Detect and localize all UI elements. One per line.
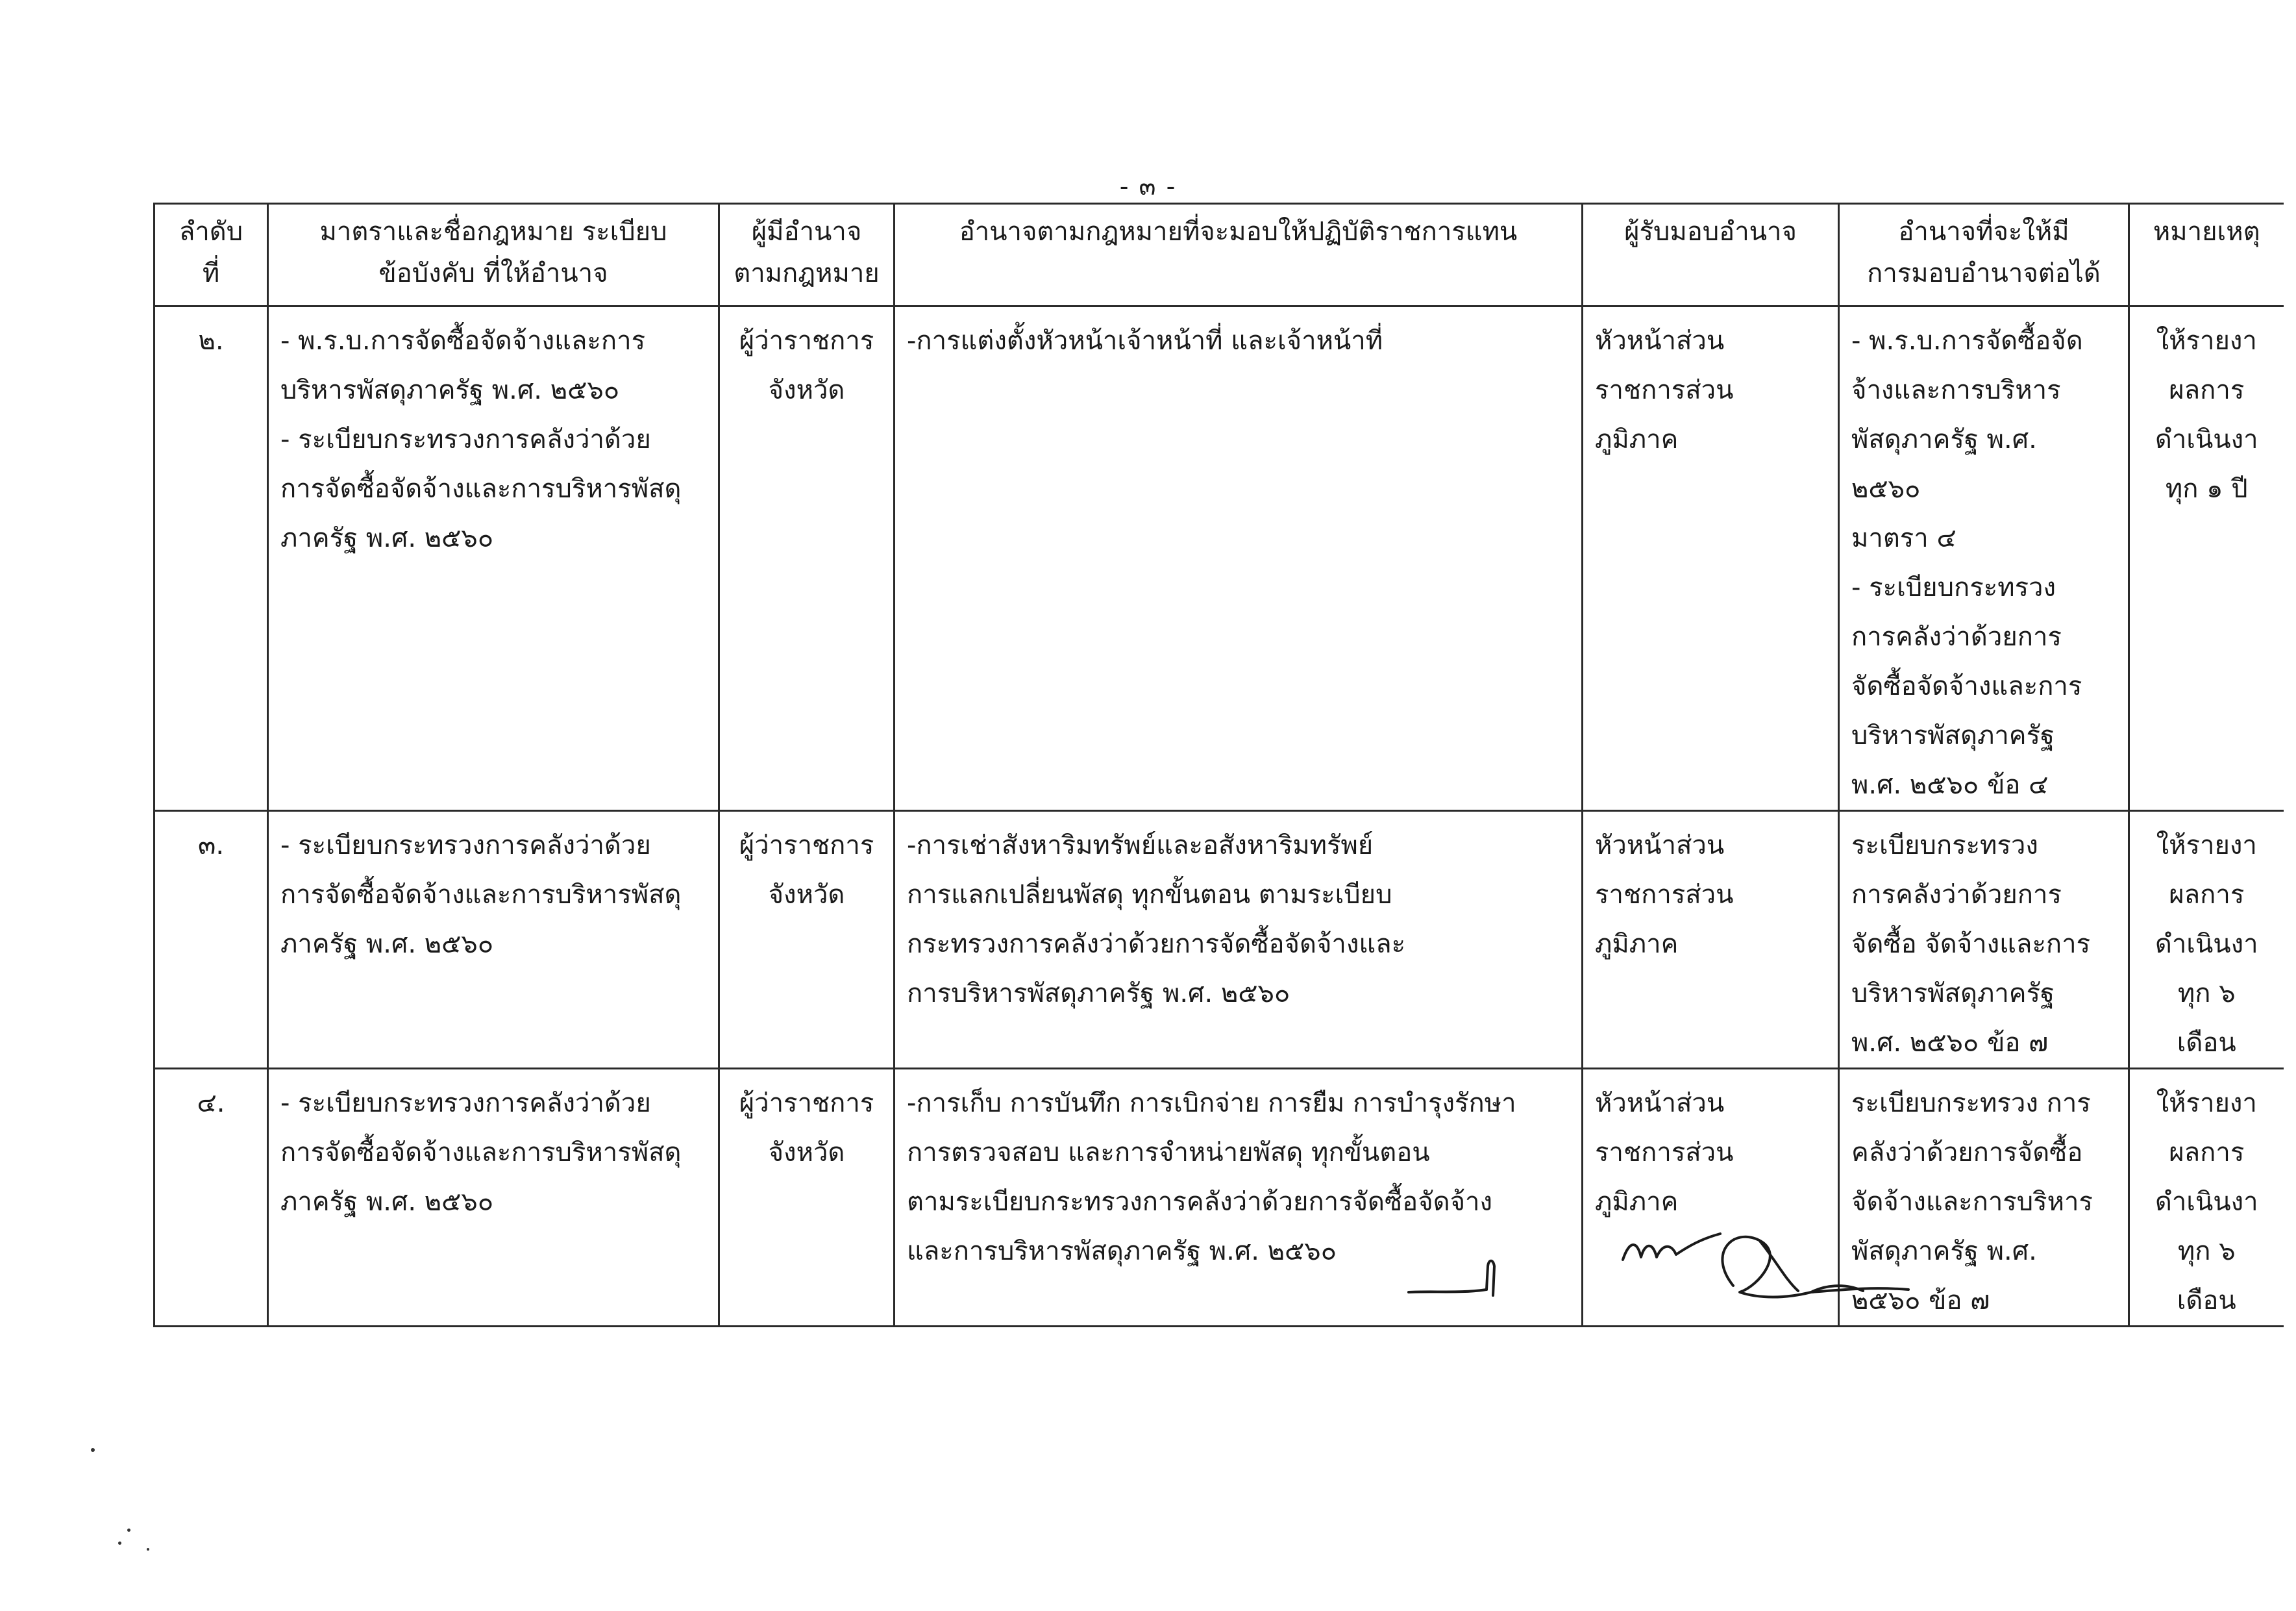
header-legal-authority: ผู้มีอำนาจ ตามกฎหมาย — [719, 204, 895, 306]
power-cell: -การแต่งตั้งหัวหน้าเจ้าหน้าที่ และเจ้าหน้าที่ — [895, 306, 1583, 811]
scan-speck — [91, 1448, 95, 1452]
table-row — [154, 306, 2284, 811]
page-number: - ๓ - — [1119, 172, 1177, 201]
delegation-cell: ระเบียบกระทรวง การคลังว่าด้วยการ จัดซื้อ จัดจ้างและการ บริหารพัสดุภาครัฐ พ.ศ. ๒๕๖๐ ข้อ ๗ — [1839, 811, 2129, 1069]
header-sub-delegation: อำนาจที่จะให้มี การมอบอำนาจต่อได้ — [1839, 204, 2129, 306]
scan-speck — [127, 1529, 130, 1532]
signature-mark-2 — [1623, 1234, 1720, 1260]
row-number: ๒. — [154, 306, 268, 811]
delegation-table — [153, 203, 2284, 1327]
remarks-cell: ให้รายงา ผลการ ดำเนินงา ทุก ๖ เดือน — [2129, 811, 2284, 1069]
header-law: มาตราและชื่อกฎหมาย ระเบียบ ข้อบังคับ ที่ให้อำนาจ — [268, 204, 719, 306]
authority-cell: ผู้ว่าราชการ จังหวัด — [719, 306, 895, 811]
header-remarks: หมายเหตุ — [2129, 204, 2284, 306]
row-number: ๔. — [154, 1069, 268, 1327]
header-recipient: ผู้รับมอบอำนาจ — [1583, 204, 1839, 306]
law-cell: - ระเบียบกระทรวงการคลังว่าด้วย การจัดซื้อจัดจ้างและการบริหารพัสดุ ภาครัฐ พ.ศ. ๒๕๖๐ — [268, 811, 719, 1069]
row-number: ๓. — [154, 811, 268, 1069]
scan-speck — [147, 1548, 149, 1551]
scan-speck — [118, 1542, 121, 1545]
remarks-cell: ให้รายงา ผลการ ดำเนินงา ทุก ๑ ปี — [2129, 306, 2284, 811]
delegation-cell: - พ.ร.บ.การจัดซื้อจัด จ้างและการบริหาร พัสดุภาครัฐ พ.ศ. ๒๕๖๐ มาตรา ๔ - ระเบียบกระทรวง การคลังว่าด้วยการ จัดซื้อจัดจ้างและการ บริหารพัสดุภาครัฐ พ.ศ. ๒๕๖๐ ข้อ ๔ — [1839, 306, 2129, 811]
header-order: ลำดับ ที่ — [154, 204, 268, 306]
law-cell: - ระเบียบกระทรวงการคลังว่าด้วย การจัดซื้อจัดจ้างและการบริหารพัสดุ ภาครัฐ พ.ศ. ๒๕๖๐ — [268, 1069, 719, 1327]
authority-cell: ผู้ว่าราชการ จังหวัด — [719, 1069, 895, 1327]
recipient-cell: หัวหน้าส่วน ราชการส่วน ภูมิภาค — [1583, 306, 1839, 811]
table-header-row — [154, 204, 2284, 306]
recipient-cell: หัวหน้าส่วน ราชการส่วน ภูมิภาค — [1583, 1069, 1839, 1327]
header-delegated-power: อำนาจตามกฎหมายที่จะมอบให้ปฏิบัติราชการแทน — [895, 204, 1583, 306]
authority-cell: ผู้ว่าราชการ จังหวัด — [719, 811, 895, 1069]
recipient-cell: หัวหน้าส่วน ราชการส่วน ภูมิภาค — [1583, 811, 1839, 1069]
signature-mark-3 — [1722, 1237, 1908, 1297]
power-cell: -การเก็บ การบันทึก การเบิกจ่าย การยืม การบำรุงรักษา การตรวจสอบ และการจำหน่ายพัสดุ ทุกขั้นตอน ตามระเบียบกระทรวงการคลังว่าด้วยการจัดซื้อจัดจ้าง และการบริหารพัสดุภาครัฐ พ.ศ. ๒๕๖๐ — [895, 1069, 1583, 1327]
table-row — [154, 811, 2284, 1069]
power-cell: -การเช่าสังหาริมทรัพย์และอสังหาริมทรัพย์ การแลกเปลี่ยนพัสดุ ทุกขั้นตอน ตามระเบียบ กระทรวงการคลังว่าด้วยการจัดซื้อจัดจ้างและ การบริหารพัสดุภาครัฐ พ.ศ. ๒๕๖๐ — [895, 811, 1583, 1069]
law-cell: - พ.ร.บ.การจัดซื้อจัดจ้างและการ บริหารพัสดุภาครัฐ พ.ศ. ๒๕๖๐ - ระเบียบกระทรวงการคลังว่าด้วย การจัดซื้อจัดจ้างและการบริหารพัสดุ ภาครัฐ พ.ศ. ๒๕๖๐ — [268, 306, 719, 811]
delegation-cell: ระเบียบกระทรวง การ คลังว่าด้วยการจัดซื้อ จัดจ้างและการบริหาร พัสดุภาครัฐ พ.ศ. ๒๕๖๐ ข้อ ๗ — [1839, 1069, 2129, 1327]
remarks-cell: ให้รายงา ผลการ ดำเนินงา ทุก ๖ เดือน — [2129, 1069, 2284, 1327]
signature-mark-1 — [1409, 1261, 1494, 1295]
handwritten-signatures — [1396, 1214, 2240, 1331]
